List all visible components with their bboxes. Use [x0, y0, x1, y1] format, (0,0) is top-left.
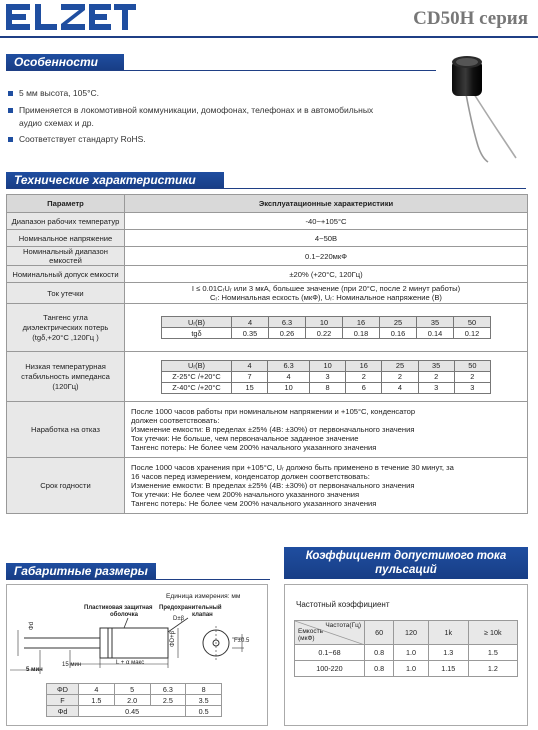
feature-item-cont: аудио схемах и др. [19, 118, 94, 128]
fifteen-mm-label: 15 мин [62, 662, 82, 668]
imp-cell: 3 [454, 382, 490, 393]
ripple-freq: ≥ 10k [468, 621, 517, 645]
spec-col-param: Параметр [7, 195, 125, 213]
sleeve-label: Пластиковая защитная [84, 605, 153, 611]
shelf-text [125, 458, 528, 514]
dim-cell: 0.45 [79, 706, 186, 717]
spec-param: Номинальный диапазон емкостей [7, 247, 125, 266]
imp-cell [125, 352, 528, 402]
dimension-table [46, 683, 222, 717]
spec-value: 4~50В [125, 230, 528, 247]
ripple-title-line: Коэффициент допустимого тока [305, 550, 507, 562]
imp-cell-h: 25 [382, 360, 418, 371]
imp-cell: 2 [346, 371, 382, 382]
shelf-param: Срок годности [7, 458, 125, 514]
ripple-cell: 1.0 [394, 645, 429, 661]
f-label: F±0.5 [234, 638, 250, 644]
ripple-table [294, 620, 518, 677]
ripple-cell: 1.0 [394, 661, 429, 677]
dim-cell-h: ΦD [47, 684, 79, 695]
dim-cell: 0.5 [186, 706, 222, 717]
imp-cell: 2 [382, 371, 418, 382]
imp-cell-h: 35 [418, 360, 454, 371]
spec-param: Диапазон рабочих температур [7, 213, 125, 230]
l-label: L + α макс [116, 660, 145, 666]
tan-cell-h: Uᵣ(В) [162, 317, 232, 328]
endurance-line: Изменение емкости: В пределах ±25% (4В: ±30%) от первоначального значения [131, 425, 415, 434]
imp-cell-h: 4 [232, 360, 268, 371]
dim-cell: 2.5 [150, 695, 186, 706]
spec-value: -40~+105°C [125, 213, 528, 230]
ripple-head-freq: Частота(Гц) [325, 622, 361, 629]
ripple-head-corner [295, 621, 365, 645]
shelf-line: После 1000 часов хранения при +105°C, Uᵣ должно быть применено в течение 30 минут, за [131, 463, 454, 472]
imp-cell: 3 [309, 371, 345, 382]
elzet-logo [6, 4, 136, 30]
ripple-freq: 1k [428, 621, 468, 645]
endurance-param: Наработка на отказ [7, 402, 125, 458]
imp-cell: Z-25°C /+20°C [162, 371, 232, 382]
spec-value: ±20% (+20°C, 120Гц) [125, 266, 528, 283]
tan-cell-h: 4 [232, 317, 269, 328]
tan-cell: tgδ [162, 328, 232, 339]
dim-cell: 1.5 [79, 695, 115, 706]
ripple-cell: 0.8 [365, 645, 394, 661]
imp-cell-h: 6.3 [268, 360, 310, 371]
imp-cell: 4 [382, 382, 418, 393]
phid-label: ΦD+β [170, 630, 177, 648]
tan-table [161, 316, 491, 339]
imp-cell-h: Uᵣ(В) [162, 360, 232, 371]
dim-cell: 3.5 [186, 695, 222, 706]
section-features-title: Особенности [6, 54, 124, 70]
tan-cell-h: 35 [417, 317, 454, 328]
ripple-freq: 60 [365, 621, 394, 645]
imp-cell: 15 [232, 382, 268, 393]
header-divider [0, 36, 538, 38]
dim-cell: 6.3 [150, 684, 186, 695]
imp-cell: 6 [346, 382, 382, 393]
endurance-line: Ток утечки: Не больше, чем первоначальное заданное значение [131, 434, 359, 443]
ripple-cell: 0.8 [365, 661, 394, 677]
shelf-line: Тангенс потерь: Не более чем 200% начального указанного значения [131, 499, 377, 508]
dim-cell: 8 [186, 684, 222, 695]
ripple-cell: 1.15 [428, 661, 468, 677]
spec-param: Номинальное напряжение [7, 230, 125, 247]
shelf-line: 16 часов перед измерением, конденсатор должен соответствовать: [131, 472, 370, 481]
dim-cell-h: Φd [47, 706, 79, 717]
ripple-head-cap: Емкость [298, 628, 323, 635]
imp-param-line: стабильность импеданса [21, 371, 110, 381]
tan-param-line: диэлектрических потерь [22, 322, 109, 332]
feature-item: Применяется в локомотивной коммуникации, домофонах, телефонах и в автомобильных [8, 104, 373, 117]
imp-cell-h: 10 [309, 360, 345, 371]
spec-param: Ток утечки [7, 283, 125, 304]
tan-cell: 0.35 [232, 328, 269, 339]
endurance-line: После 1000 часов работы при номинальном напряжении и +105°C, конденсатор [131, 407, 416, 416]
spec-param: Номинальный допуск емкости [7, 266, 125, 283]
tan-cell-h: 6.3 [269, 317, 306, 328]
shelf-line: Ток утечки: Не более чем 200% начального указанного значения [131, 490, 360, 499]
imp-cell: 8 [309, 382, 345, 393]
sleeve-label-2: оболочка [110, 612, 138, 618]
imp-param-line: (120Гц) [52, 381, 79, 391]
section-ripple-title [284, 547, 528, 579]
ripple-freq: 120 [394, 621, 429, 645]
tan-cell: 0.26 [269, 328, 306, 339]
imp-cell-h: 50 [454, 360, 490, 371]
spec-col-char: Эксплуатационные характеристики [125, 195, 528, 213]
feature-item: 5 мм высота, 105°C. [8, 87, 99, 100]
imp-cell: 7 [232, 371, 268, 382]
dd-label: D±β [173, 616, 185, 622]
bullet-icon [8, 108, 13, 113]
spec-table [6, 194, 528, 514]
series-title: CD50H серия [413, 8, 528, 29]
tan-cell: 0.16 [380, 328, 417, 339]
section-divider [6, 188, 526, 189]
tan-cell: 0.18 [343, 328, 380, 339]
section-divider [6, 70, 436, 71]
bullet-icon [8, 137, 13, 142]
phi-d-label: Φd [29, 621, 36, 631]
shelf-line: Изменение емкости: В пределах ±25% (4В: ±30%) от первоначального значения [131, 481, 415, 490]
endurance-line: должен соответствовать: [131, 416, 220, 425]
five-mm-label: 5 мин [26, 667, 43, 673]
dim-cell: 5 [114, 684, 150, 695]
leakage-line: Cᵣ: Номинальная ескость (мкФ), Uᵣ: Номинальное напряжение (В) [210, 293, 442, 302]
ripple-head-cap2: (мкФ) [298, 635, 315, 642]
imp-cell: 4 [268, 371, 310, 382]
tan-cell: 0.14 [417, 328, 454, 339]
section-specs-title: Технические характеристики [6, 172, 224, 188]
tan-cell: 0.22 [306, 328, 343, 339]
leakage-value [125, 283, 528, 304]
imp-param-line: Низкая температурная [25, 361, 106, 371]
imp-cell-h: 16 [346, 360, 382, 371]
dim-cell: 4 [79, 684, 115, 695]
leakage-line: I ≤ 0.01CᵣUᵣ или 3 мкА, большее значение (при 20°C, после 2 минут работы) [191, 284, 461, 293]
dim-cell: 2.0 [114, 695, 150, 706]
ripple-title-line: пульсаций [375, 564, 437, 576]
valve-label: Предохранительный [159, 605, 222, 611]
ripple-cell: 1.2 [468, 661, 517, 677]
imp-cell: 2 [454, 371, 490, 382]
ripple-cap: 0.1~68 [295, 645, 365, 661]
section-dimensions-title: Габаритные размеры [6, 563, 156, 579]
capacitor-photo [438, 46, 528, 164]
tan-param-line: (tgδ,+20°C ,120Гц ) [32, 332, 99, 342]
tan-cell-h: 50 [454, 317, 491, 328]
spec-value: 0.1~220мкФ [125, 247, 528, 266]
ripple-cap: 100-220 [295, 661, 365, 677]
valve-label-2: клапан [192, 612, 213, 618]
tan-cell-h: 10 [306, 317, 343, 328]
imp-cell: Z-40°C /+20°C [162, 382, 232, 393]
tan-param-line: Тангенс угла [43, 312, 88, 322]
tan-cell: 0.12 [454, 328, 491, 339]
ripple-cell: 1.5 [468, 645, 517, 661]
imp-cell: 3 [418, 382, 454, 393]
ripple-subtitle: Частотный коэффициент [296, 600, 390, 609]
ripple-cell: 1.3 [428, 645, 468, 661]
imp-param [7, 352, 125, 402]
tan-cell-h: 16 [343, 317, 380, 328]
endurance-line: Тангенс потерь: Не более чем 200% начального указанного значения [131, 443, 377, 452]
bullet-icon [8, 91, 13, 96]
feature-item: Соответствует стандарту RoHS. [8, 133, 146, 146]
tan-cell [125, 304, 528, 352]
dimension-drawing [10, 616, 262, 678]
imp-table [161, 360, 491, 394]
imp-cell: 10 [268, 382, 310, 393]
section-divider [6, 579, 270, 580]
imp-cell: 2 [418, 371, 454, 382]
endurance-text [125, 402, 528, 458]
tan-param [7, 304, 125, 352]
dim-cell-h: F [47, 695, 79, 706]
tan-cell-h: 25 [380, 317, 417, 328]
unit-label: Единица измерения: мм [166, 593, 241, 600]
